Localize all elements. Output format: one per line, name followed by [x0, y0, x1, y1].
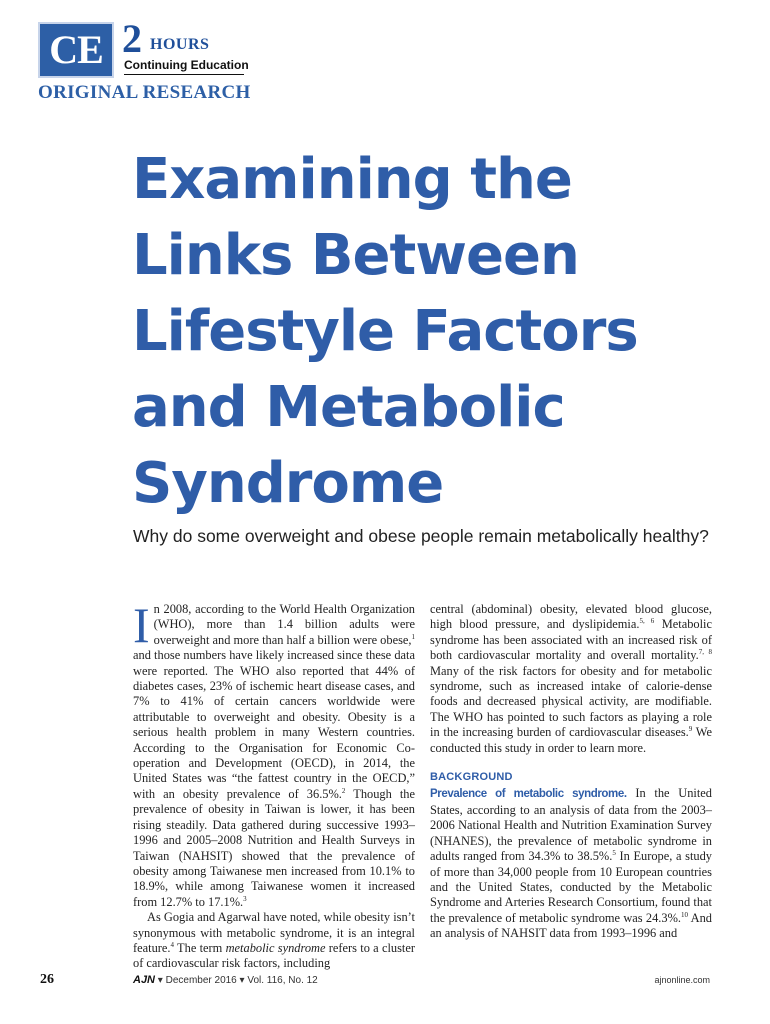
section-label: ORIGINAL RESEARCH: [38, 82, 251, 103]
text-run: and those numbers have likely increased since these data were reported. The WHO also reported that 44% of diabetes cases, 23% of ischemic heart disease cases, and 7% to 41% of certain cancers worldwide were attributable to overweight and obesity. Obesity is a serious health problem in many Western countries. According to the Organisation for Economic Co-operation and Development (OECD), in 2014, the United States was “the fattest country in the OECD,” with an obesity prevalence of 36.5%.: [133, 648, 415, 801]
text-run: Though the prevalence of obesity in Taiwan is lower, it has been rising steadily. Data gathered during successive 1993–1996 and 2005–2008 Nutrition and Health Surveys in Taiwan (NAHSIT) showed that the prevalence of obesity among Taiwanese men increased from 10.1% to 18.9%, while among Taiwanese women it increased from 12.7% to 17.1%.: [133, 786, 415, 909]
body-column-left: [133, 597, 415, 972]
paragraph: [430, 602, 712, 756]
ce-badge: CE: [40, 24, 112, 76]
drop-cap: I: [133, 597, 150, 653]
section-heading-background: BACKGROUND: [430, 771, 513, 784]
text-run: central (abdominal) obesity, elevated blood glucose, high blood pressure, and dyslipidemia.: [430, 602, 712, 632]
text-run: The term: [174, 940, 226, 955]
text-run: As Gogia and Agarwal have noted, while obesity isn’t synonymous with metabolic syndrome, it is an integral feature.: [133, 910, 415, 955]
article-subtitle: Why do some overweight and obese people remain metabolically healthy?: [133, 526, 709, 546]
reference-marker[interactable]: 4: [170, 940, 174, 949]
reference-marker[interactable]: 5: [612, 848, 616, 857]
reference-marker[interactable]: 7, 8: [698, 648, 712, 657]
journal-name: AJN: [133, 974, 156, 986]
text-run: refers to a cluster of cardiovascular risk factors, including: [133, 940, 415, 971]
text-run: Metabolic syndrome has been associated with an increased risk of both cardiovascular mortality and overall mortality.: [430, 617, 712, 663]
article-title: Examining the Links Between Lifestyle Factors and Metabolic Syndrome: [132, 147, 638, 516]
issue-info: ▾ December 2016 ▾ Vol. 116, No. 12: [157, 975, 318, 986]
text-run: In the United States, according to an analysis of data from the 2003–2006 National Health and Nutrition Examination Survey (NHANES), the prevalence of metabolic syndrome in adults ranged from 34.3% to 38.5%.: [430, 786, 712, 864]
ce-subtitle: Continuing Education: [124, 58, 249, 72]
reference-marker[interactable]: 1: [411, 632, 415, 641]
website-link[interactable]: ajnonline.com: [654, 975, 710, 985]
emphasis: metabolic syndrome: [225, 940, 326, 955]
text-run: Many of the risk factors for obesity and for metabolic syndrome, such as increased intake of calorie-dense foods and decreased physical activity, are modifiable. The WHO has pointed to such factors as playing a role in the increasing burden of cardiovascular diseases.: [430, 663, 712, 740]
ce-hours-label: HOURS: [150, 36, 210, 53]
paragraph: [133, 597, 415, 910]
run-in-heading: Prevalence of metabolic syndrome.: [430, 788, 627, 801]
page-number: 26: [40, 972, 54, 987]
reference-marker[interactable]: 2: [341, 786, 346, 795]
paragraph: [430, 786, 712, 941]
ce-hours-number: 2: [122, 16, 142, 61]
text-run: And an analysis of NAHSIT data from 1993–1996 and: [430, 910, 712, 941]
reference-marker[interactable]: 10: [681, 910, 689, 919]
paragraph: [133, 910, 415, 972]
reference-marker[interactable]: 5, 6: [639, 617, 655, 626]
reference-marker[interactable]: 3: [243, 894, 247, 903]
journal-footer: [133, 974, 318, 986]
text-run: n 2008, according to the World Health Organization (WHO), more than 1.4 billion adults were overweight and more than half a billion were obese,: [153, 602, 415, 647]
ce-divider: [124, 74, 244, 75]
body-column-right: [430, 602, 712, 942]
text-run: In Europe, a study of more than 34,000 people from 10 European countries and the United States, conducted by the Metabolic Syndrome and Arteries Research Consortium, found that the prevalence of metabolic syndrome was 24.3%.: [430, 849, 712, 925]
reference-marker[interactable]: 9: [688, 725, 693, 734]
text-run: We conducted this study in order to learn more.: [430, 725, 712, 755]
